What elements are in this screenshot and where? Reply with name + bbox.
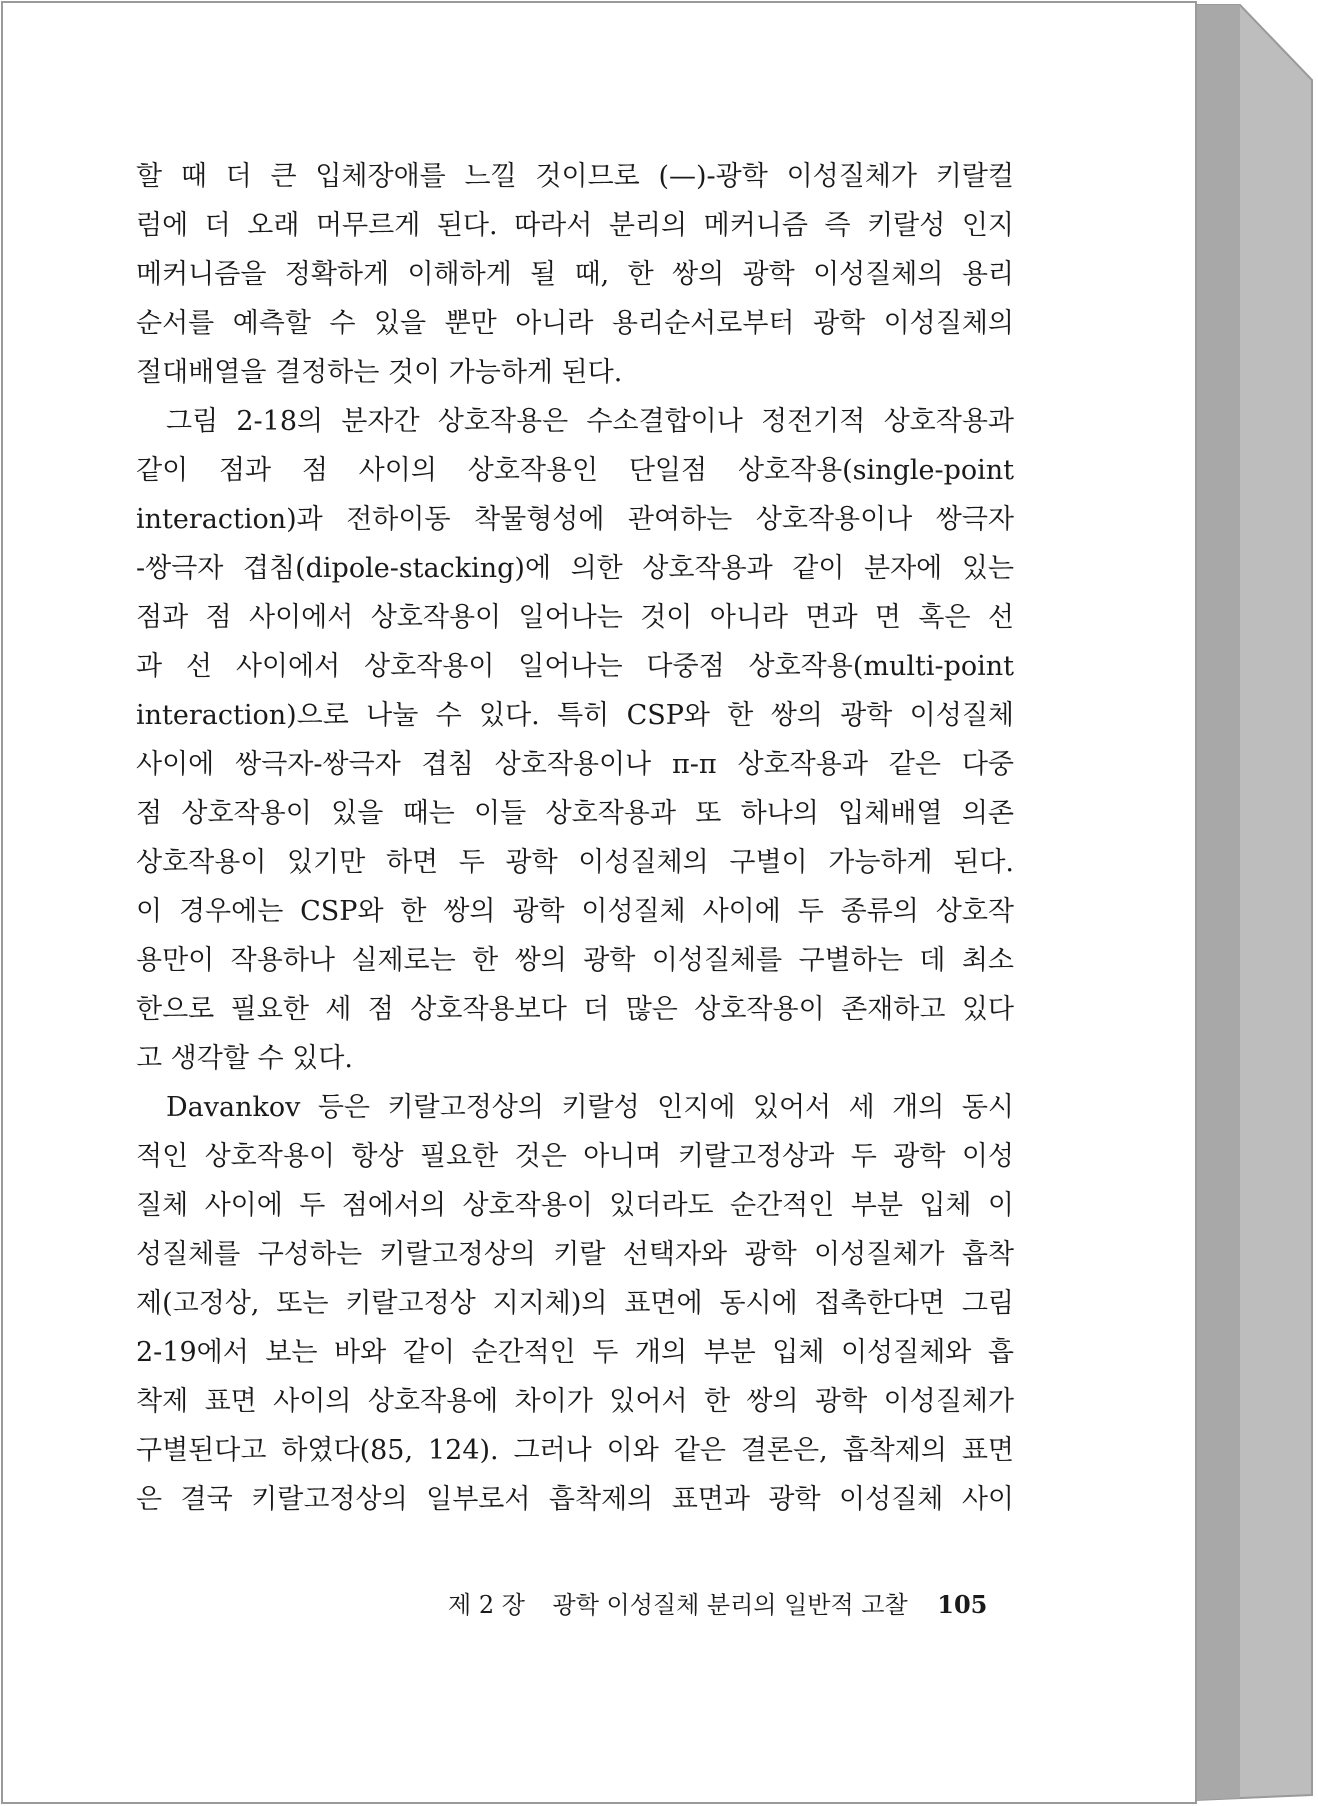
text-line: 메커니즘을 정확하게 이해하게 될 때, 한 쌍의 광학 이성질체의 용리 <box>136 259 1014 290</box>
page-footer <box>448 1585 987 1620</box>
text-line: 착제 표면 사이의 상호작용에 차이가 있어서 한 쌍의 광학 이성질체가 <box>136 1386 1014 1417</box>
text-line: 할 때 더 큰 입체장애를 느낄 것이므로 (—)-광학 이성질체가 키랄컬 <box>136 161 1014 192</box>
text-line: interaction)과 전하이동 착물형성에 관여하는 상호작용이나 쌍극자 <box>136 504 1014 535</box>
text-line: 구별된다고 하였다(85, 124). 그러나 이와 같은 결론은, 흡착제의 표면 <box>136 1435 1014 1466</box>
footer-title: 광학 이성질체 분리의 일반적 고찰 <box>552 1591 908 1619</box>
text-line: 용만이 작용하나 실제로는 한 쌍의 광학 이성질체를 구별하는 데 최소 <box>136 945 1014 976</box>
text-line: 제(고정상, 또는 키랄고정상 지지체)의 표면에 동시에 접촉한다면 그림 <box>136 1288 1014 1319</box>
text-line: 그림 2-18의 분자간 상호작용은 수소결합이나 정전기적 상호작용과 <box>166 406 1014 437</box>
text-line: 럼에 더 오래 머무르게 된다. 따라서 분리의 메커니즘 즉 키랄성 인지 <box>136 210 1014 241</box>
text-line: 고 생각할 수 있다. <box>136 1043 353 1074</box>
text-line: 과 선 사이에서 상호작용이 일어나는 다중점 상호작용(multi-point <box>136 651 1014 682</box>
text-line: interaction)으로 나눌 수 있다. 특히 CSP와 한 쌍의 광학 이성질체 <box>136 700 1014 731</box>
text-line: 점과 점 사이에서 상호작용이 일어나는 것이 아니라 면과 면 혹은 선 <box>136 602 1014 633</box>
text-line: 점 상호작용이 있을 때는 이들 상호작용과 또 하나의 입체배열 의존 <box>136 798 1014 829</box>
text-line: 성질체를 구성하는 키랄고정상의 키랄 선택자와 광학 이성질체가 흡착 <box>136 1239 1014 1270</box>
body-text <box>136 152 1014 1524</box>
text-line: 사이에 쌍극자-쌍극자 겹침 상호작용이나 π-π 상호작용과 같은 다중 <box>136 749 1014 780</box>
text-line: 이 경우에는 CSP와 한 쌍의 광학 이성질체 사이에 두 종류의 상호작 <box>136 896 1014 927</box>
text-line: 절대배열을 결정하는 것이 가능하게 된다. <box>136 357 623 388</box>
text-line: 순서를 예측할 수 있을 뿐만 아니라 용리순서로부터 광학 이성질체의 <box>136 308 1014 339</box>
page-number: 105 <box>937 1590 988 1619</box>
text-line: 2-19에서 보는 바와 같이 순간적인 두 개의 부분 입체 이성질체와 흡 <box>136 1337 1014 1368</box>
text-line: -쌍극자 겹침(dipole-stacking)에 의한 상호작용과 같이 분자에 있는 <box>136 553 1014 584</box>
text-line: 한으로 필요한 세 점 상호작용보다 더 많은 상호작용이 존재하고 있다 <box>136 994 1014 1025</box>
text-line: 상호작용이 있기만 하면 두 광학 이성질체의 구별이 가능하게 된다. <box>136 847 1014 878</box>
text-line: 질체 사이에 두 점에서의 상호작용이 있더라도 순간적인 부분 입체 이 <box>136 1190 1014 1221</box>
text-line: 적인 상호작용이 항상 필요한 것은 아니며 키랄고정상과 두 광학 이성 <box>136 1141 1014 1172</box>
footer-chapter: 제 2 장 <box>448 1591 525 1619</box>
text-line: Davankov 등은 키랄고정상의 키랄성 인지에 있어서 세 개의 동시 <box>166 1092 1014 1123</box>
book-page <box>3 3 1195 1802</box>
text-line: 은 결국 키랄고정상의 일부로서 흡착제의 표면과 광학 이성질체 사이 <box>136 1484 1014 1515</box>
text-line: 같이 점과 점 사이의 상호작용인 단일점 상호작용(single-point <box>136 455 1014 486</box>
